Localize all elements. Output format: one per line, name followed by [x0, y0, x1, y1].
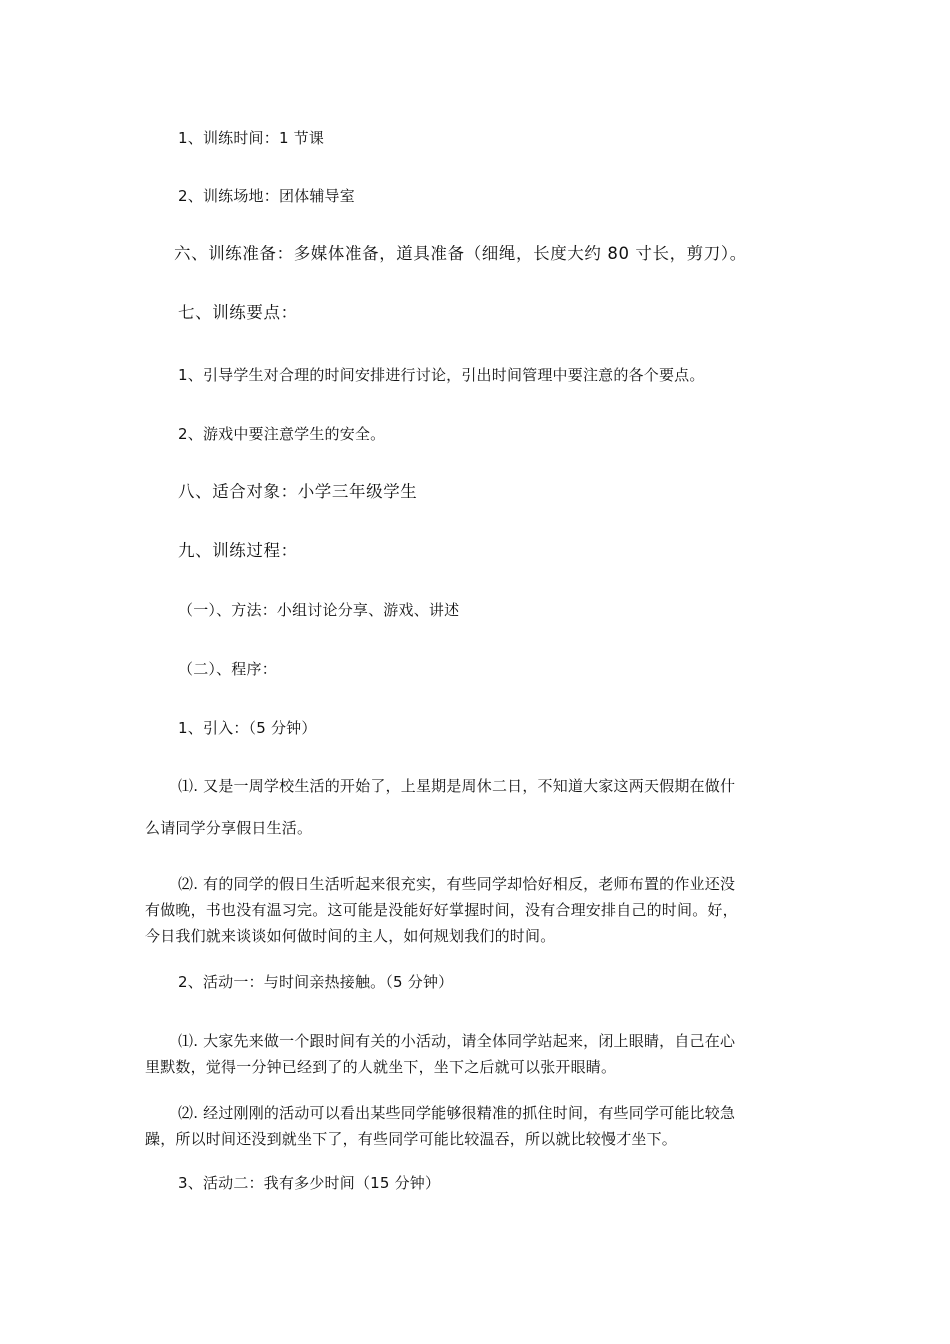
key-point-2: 2、游戏中要注意学生的安全。 — [178, 425, 386, 443]
section-9-heading: 九、训练过程： — [178, 541, 298, 560]
step-2-heading: 2、活动一：与时间亲热接触。（5 分钟） — [178, 973, 454, 991]
step-2-para-2-line-2: 躁，所以时间还没到就坐下了，有些同学可能比较温吞，所以就比较慢才坐下。 — [145, 1130, 678, 1148]
step-2-para-1-line-1: ⑴. 大家先来做一个跟时间有关的小活动，请全体同学站起来，闭上眼睛，自己在心 — [178, 1032, 736, 1050]
method-line: （一）、方法：小组讨论分享、游戏、讲述 — [178, 601, 460, 619]
step-1-para-2-line-3: 今日我们就来谈谈如何做时间的主人，如何规划我们的时间。 — [145, 927, 556, 945]
key-point-1: 1、引导学生对合理的时间安排进行讨论，引出时间管理中要注意的各个要点。 — [178, 366, 705, 384]
step-1-para-1-line-1: ⑴. 又是一周学校生活的开始了，上星期是周休二日，不知道大家这两天假期在做什 — [178, 777, 736, 795]
step-2-para-1-line-2: 里默数，觉得一分钟已经到了的人就坐下，坐下之后就可以张开眼睛。 — [145, 1058, 617, 1076]
procedure-line: （二）、程序： — [178, 660, 277, 678]
step-2-para-2-line-1: ⑵. 经过刚刚的活动可以看出某些同学能够很精准的抓住时间，有些同学可能比较急 — [178, 1104, 736, 1122]
section-6-heading: 六、训练准备：多媒体准备，道具准备（细绳，长度大约 80 寸长，剪刀）。 — [174, 244, 747, 263]
step-1-para-2-line-2: 有做晚，书也没有温习完。这可能是没能好好掌握时间，没有合理安排自己的时间。好， — [145, 901, 738, 919]
training-time-line: 1、训练时间：1 节课 — [178, 129, 325, 147]
training-venue-line: 2、训练场地：团体辅导室 — [178, 187, 355, 205]
step-1-para-2-line-1: ⑵. 有的同学的假日生活听起来很充实，有些同学却恰好相反，老师布置的作业还没 — [178, 875, 736, 893]
step-3-heading: 3、活动二：我有多少时间（15 分钟） — [178, 1174, 441, 1192]
section-8-heading: 八、适合对象：小学三年级学生 — [178, 482, 418, 501]
step-1-heading: 1、引入：（5 分钟） — [178, 719, 317, 737]
section-7-heading: 七、训练要点： — [178, 303, 298, 322]
step-1-para-1-line-2: 么请同学分享假日生活。 — [145, 819, 313, 837]
